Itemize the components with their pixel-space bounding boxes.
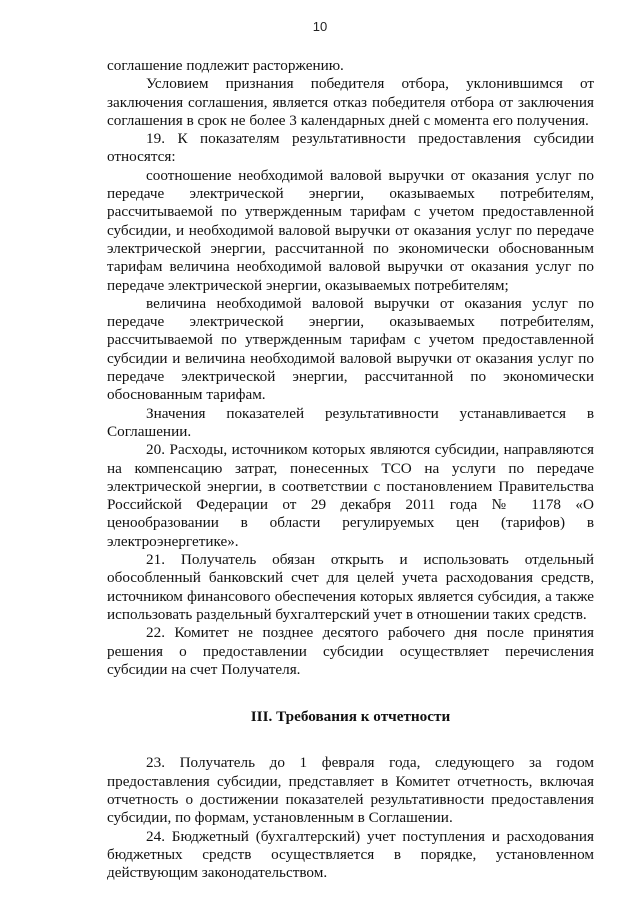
paragraphs-after: [107, 754, 594, 882]
paragraph-item-20: 20. Расходы, источником которых являются субсидии, направляются на компенсацию затрат, понесенных ТСО на услуги по передаче электрической энергии, в соответствии с постановлением Правительства Российской Федерации от 29 декабря 2011 года № 1178 «О ценообразовании в области регулируемых цен (тарифов) в электроэнергетике».: [107, 441, 594, 550]
paragraph: соотношение необходимой валовой выручки от оказания услуг по передаче электрической энергии, оказываемых потребителям, рассчитываемой по утвержденным тарифам с учетом предоставленной субсидии, и необходимой валовой выручки от оказания услуг по передаче электрической энергии, рассчитанной по экономически обоснованным тарифам величина необходимой валовой выручки от оказания услуг по передаче электрической энергии, оказываемых потребителям;: [107, 166, 594, 294]
document-body: [107, 57, 594, 882]
paragraphs-before: [107, 57, 594, 679]
section-heading: III. Требования к отчетности: [250, 708, 451, 726]
paragraph-item-22: 22. Комитет не позднее десятого рабочего дня после принятия решения о предоставлении субсидии осуществляет перечисления субсидии на счет Получателя.: [107, 624, 594, 678]
paragraph: Значения показателей результативности устанавливается в Соглашении.: [107, 404, 594, 440]
paragraph-item-21: 21. Получатель обязан открыть и использовать отдельный обособленный банковский счет для целей учета расходования средств, источником финансового обеспечения которых является субсидия, а также использовать раздельный бухгалтерский учет в отношении таких средств.: [107, 551, 594, 623]
paragraph-item-24: 24. Бюджетный (бухгалтерский) учет поступления и расходования бюджетных средств осуществляется в порядке, установленном действующим законодательством.: [107, 827, 594, 882]
paragraph-item-19: 19. К показателям результативности предоставления субсидии относятся:: [107, 130, 594, 166]
paragraph: соглашение подлежит расторжению.: [107, 57, 344, 74]
paragraph-item-23: 23. Получатель до 1 февраля года, следующего за годом предоставления субсидии, представляет в Комитет отчетность, включая отчетность о достижении показателей результативности предоставления субсидии, по формам, установленным в Соглашении.: [107, 754, 594, 827]
paragraph: Условием признания победителя отбора, уклонившимся от заключения соглашения, является отказ победителя отбора от заключения соглашения в срок не более 3 календарных дней с момента его получения.: [107, 75, 594, 129]
page-number: 10: [312, 19, 328, 34]
paragraph: величина необходимой валовой выручки от оказания услуг по передаче электрической энергии, оказываемых потребителям, рассчитываемой по утвержденным тарифам с учетом предоставленной субсидии и величина необходимой валовой выручки от оказания услуг по передаче электрической энергии, рассчитанной по экономически обоснованным тарифам.: [107, 294, 594, 404]
